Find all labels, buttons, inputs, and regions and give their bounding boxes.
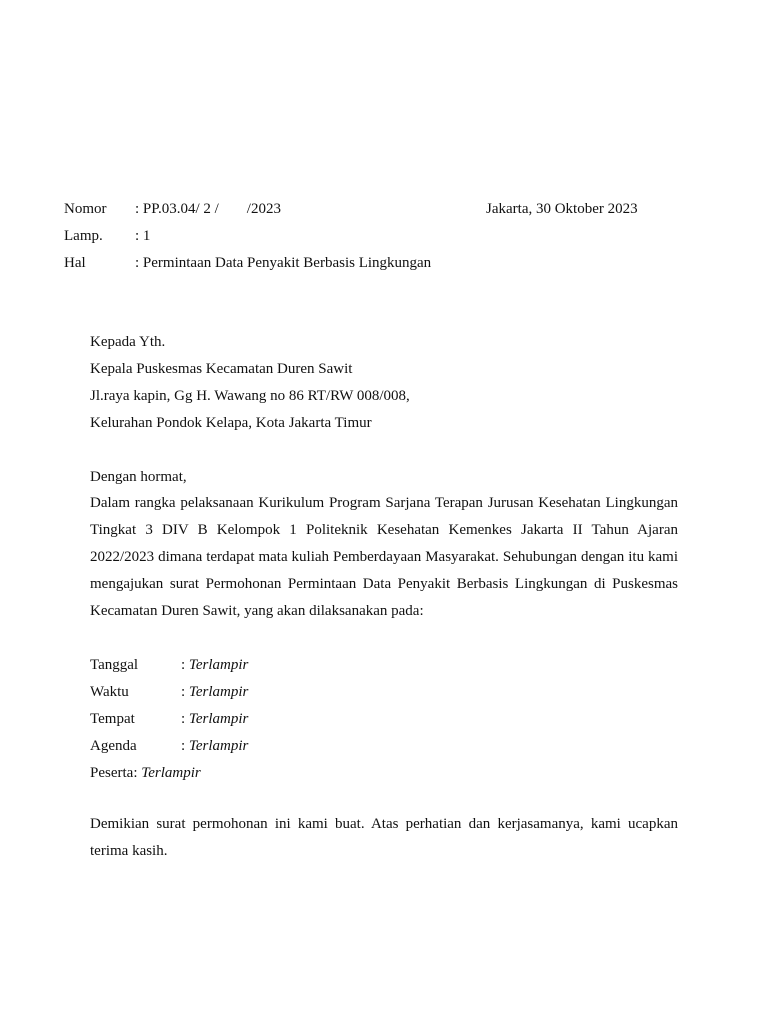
nomor-label: Nomor (64, 201, 107, 217)
detail-row-peserta (90, 763, 678, 790)
nomor-row (64, 199, 644, 226)
recipient-address-1: Jl.raya kapin, Gg H. Wawang no 86 RT/RW 008/008, (90, 388, 410, 404)
nomor-value (135, 199, 281, 219)
detail-label: Tempat (90, 711, 135, 727)
detail-row-waktu (90, 682, 678, 709)
body-paragraph: Dalam rangka pelaksanaan Kurikulum Program Sarjana Terapan Jurusan Kesehatan Lingkungan Tingkat 3 DIV B Kelompok 1 Politeknik Kesehatan Kemenkes Jakarta II Tahun Ajaran 2022/2023 dimana terdapat mata kuliah Pemberdayaan Masyarakat. Sehubungan dengan itu kami mengajukan surat Permohonan Permintaan Data Penyakit Berbasis Lingkungan di Puskesmas Kecamatan Duren Sawit, yang akan dilaksanakan pada: (90, 495, 678, 619)
letter-body (90, 467, 678, 625)
detail-value: Terlampir (188, 738, 249, 754)
letter-meta (64, 199, 644, 280)
salutation: Dengan hormat, (90, 469, 187, 485)
recipient-greeting: Kepada Yth. (90, 334, 166, 350)
recipient-block (90, 332, 678, 440)
closing-paragraph: Demikian surat permohonan ini kami buat. Atas perhatian dan kerjasamanya, kami ucapkan terima kasih. (90, 816, 678, 859)
hal-row (64, 253, 644, 280)
detail-colon-value: : Terlampir (181, 684, 249, 700)
detail-row-tempat (90, 709, 678, 736)
details-block (90, 655, 678, 790)
lamp-row (64, 226, 644, 253)
detail-value: Terlampir (188, 711, 249, 727)
detail-row-tanggal (90, 655, 678, 682)
detail-colon-value: : Terlampir (181, 657, 249, 673)
letter-date: Jakarta, 30 Oktober 2023 (486, 201, 638, 217)
recipient-name: Kepala Puskesmas Kecamatan Duren Sawit (90, 361, 353, 377)
detail-label: Agenda (90, 738, 137, 754)
peserta-colon: : (133, 765, 138, 781)
lamp-value: : 1 (135, 228, 151, 244)
closing-block (90, 811, 678, 865)
detail-label: Tanggal (90, 657, 139, 673)
detail-value: Terlampir (188, 657, 249, 673)
nomor-value-year: /2023 (246, 201, 281, 217)
lamp-label: Lamp. (64, 228, 103, 244)
detail-colon-value: : Terlampir (181, 738, 249, 754)
detail-row-agenda (90, 736, 678, 763)
peserta-label: Peserta (90, 765, 134, 781)
nomor-value-prefix: : PP.03.04/ 2 / (135, 201, 219, 217)
recipient-address-2: Kelurahan Pondok Kelapa, Kota Jakarta Timur (90, 415, 372, 431)
peserta-value: Terlampir (141, 765, 201, 781)
hal-label: Hal (64, 255, 86, 271)
detail-value: Terlampir (188, 684, 249, 700)
detail-label: Waktu (90, 684, 129, 700)
detail-colon-value: : Terlampir (181, 711, 249, 727)
hal-value: : Permintaan Data Penyakit Berbasis Lingkungan (135, 255, 432, 271)
